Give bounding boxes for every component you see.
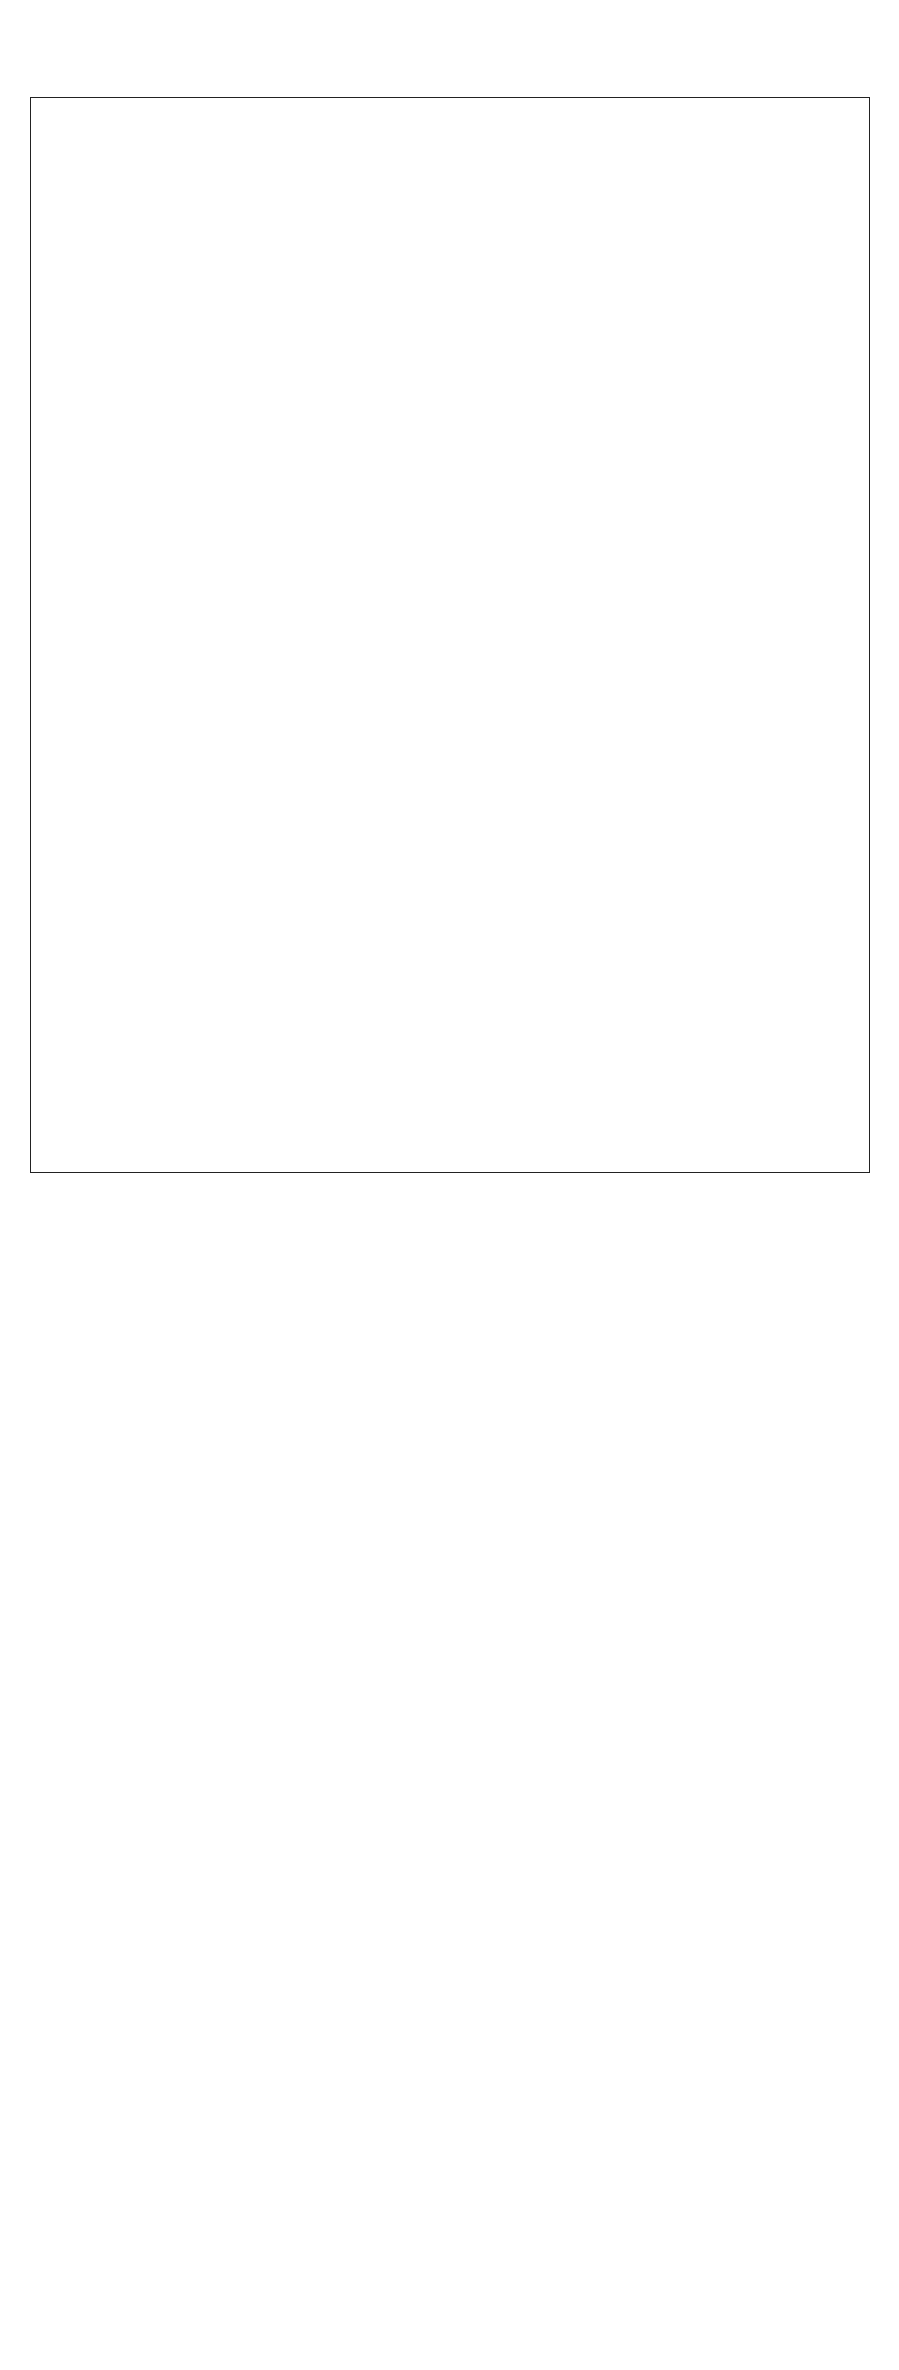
drawing-sheet-border: [30, 97, 870, 1173]
